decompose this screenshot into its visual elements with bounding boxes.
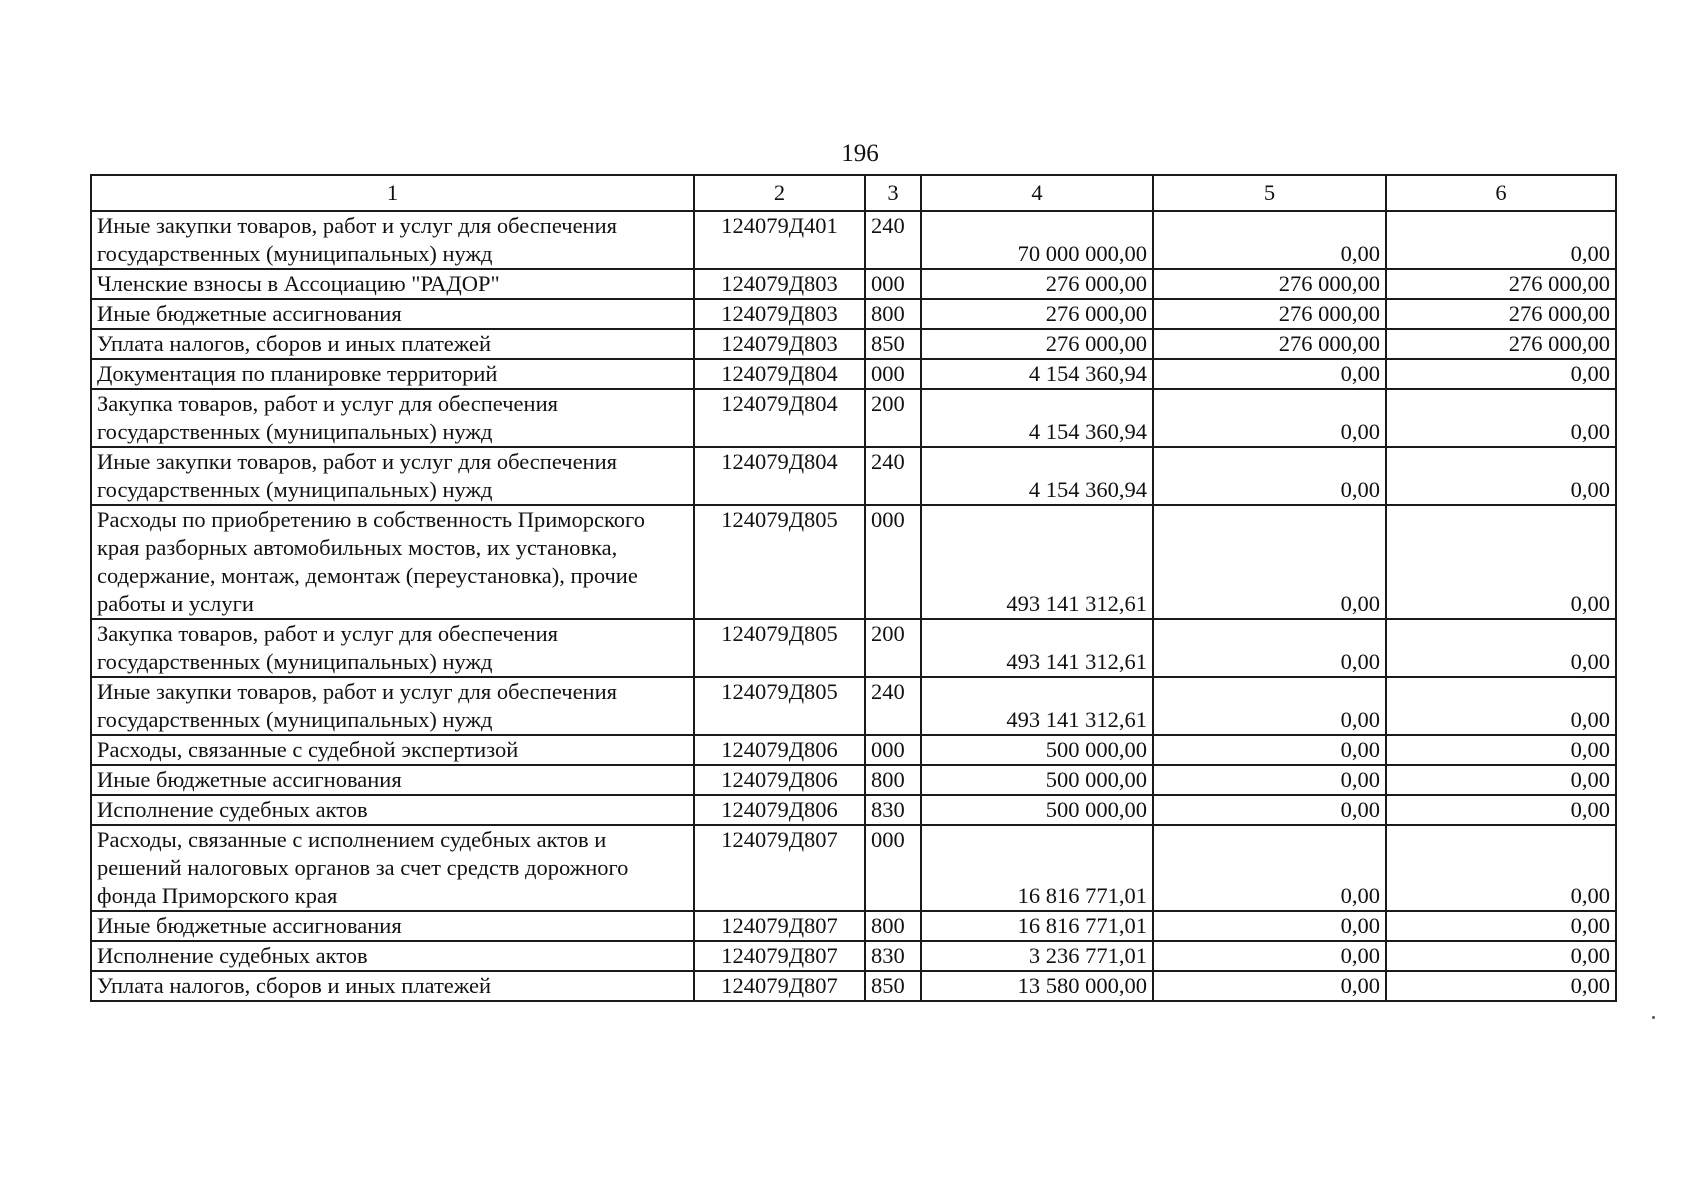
amount-col6-cell: 0,00 <box>1386 795 1616 825</box>
target-code-cell: 124079Д807 <box>694 825 865 911</box>
expense-name-cell: Иные закупки товаров, работ и услуг для обеспечения государственных (муниципальных) нужд <box>91 211 694 269</box>
target-code-cell: 124079Д804 <box>694 447 865 505</box>
amount-col4-cell: 4 154 360,94 <box>921 447 1153 505</box>
expense-name-cell: Уплата налогов, сборов и иных платежей <box>91 971 694 1001</box>
amount-col4-cell: 16 816 771,01 <box>921 911 1153 941</box>
amount-col5-cell: 0,00 <box>1153 359 1386 389</box>
amount-col4-cell: 276 000,00 <box>921 269 1153 299</box>
amount-col6-cell: 0,00 <box>1386 677 1616 735</box>
expense-kind-cell: 000 <box>865 505 921 619</box>
amount-col4-cell: 276 000,00 <box>921 299 1153 329</box>
amount-col4-cell: 4 154 360,94 <box>921 389 1153 447</box>
amount-col6-cell: 0,00 <box>1386 359 1616 389</box>
amount-col6-cell: 0,00 <box>1386 911 1616 941</box>
amount-col5-cell: 0,00 <box>1153 619 1386 677</box>
expense-kind-cell: 000 <box>865 269 921 299</box>
amount-col5-cell: 276 000,00 <box>1153 329 1386 359</box>
amount-col5-cell: 0,00 <box>1153 735 1386 765</box>
expense-kind-cell: 240 <box>865 447 921 505</box>
target-code-cell: 124079Д804 <box>694 359 865 389</box>
target-code-cell: 124079Д807 <box>694 971 865 1001</box>
expense-kind-cell: 830 <box>865 941 921 971</box>
expense-name-cell: Исполнение судебных актов <box>91 795 694 825</box>
table-row <box>91 825 1616 911</box>
amount-col6-cell: 0,00 <box>1386 211 1616 269</box>
target-code-cell: 124079Д805 <box>694 619 865 677</box>
amount-col6-cell: 276 000,00 <box>1386 329 1616 359</box>
amount-col5-cell: 0,00 <box>1153 911 1386 941</box>
expense-kind-cell: 000 <box>865 825 921 911</box>
column-header: 4 <box>921 175 1153 211</box>
budget-table <box>90 174 1617 1002</box>
target-code-cell: 124079Д805 <box>694 505 865 619</box>
amount-col5-cell: 0,00 <box>1153 505 1386 619</box>
target-code-cell: 124079Д804 <box>694 389 865 447</box>
table-row <box>91 329 1616 359</box>
table-row <box>91 359 1616 389</box>
expense-name-cell: Иные бюджетные ассигнования <box>91 299 694 329</box>
table-row <box>91 941 1616 971</box>
table-row <box>91 735 1616 765</box>
amount-col4-cell: 493 141 312,61 <box>921 505 1153 619</box>
expense-kind-cell: 800 <box>865 911 921 941</box>
column-header: 6 <box>1386 175 1616 211</box>
expense-kind-cell: 000 <box>865 735 921 765</box>
amount-col4-cell: 500 000,00 <box>921 735 1153 765</box>
target-code-cell: 124079Д807 <box>694 911 865 941</box>
table-row <box>91 911 1616 941</box>
amount-col5-cell: 0,00 <box>1153 765 1386 795</box>
column-header: 1 <box>91 175 694 211</box>
expense-name-cell: Членские взносы в Ассоциацию "РАДОР" <box>91 269 694 299</box>
expense-name-cell: Исполнение судебных актов <box>91 941 694 971</box>
amount-col6-cell: 0,00 <box>1386 765 1616 795</box>
amount-col6-cell: 0,00 <box>1386 389 1616 447</box>
amount-col4-cell: 70 000 000,00 <box>921 211 1153 269</box>
expense-name-cell: Иные бюджетные ассигнования <box>91 911 694 941</box>
column-header: 3 <box>865 175 921 211</box>
amount-col4-cell: 4 154 360,94 <box>921 359 1153 389</box>
target-code-cell: 124079Д806 <box>694 795 865 825</box>
amount-col6-cell: 276 000,00 <box>1386 269 1616 299</box>
expense-name-cell: Расходы, связанные с исполнением судебных актов и решений налоговых органов за счет средств дорожного фонда Приморского края <box>91 825 694 911</box>
amount-col6-cell: 0,00 <box>1386 735 1616 765</box>
amount-col6-cell: 0,00 <box>1386 505 1616 619</box>
expense-kind-cell: 000 <box>865 359 921 389</box>
amount-col5-cell: 0,00 <box>1153 795 1386 825</box>
amount-col4-cell: 16 816 771,01 <box>921 825 1153 911</box>
amount-col5-cell: 0,00 <box>1153 825 1386 911</box>
page-number: 196 <box>841 140 879 167</box>
amount-col4-cell: 500 000,00 <box>921 795 1153 825</box>
expense-name-cell: Расходы по приобретению в собственность Приморского края разборных автомобильных мостов, их установка, содержание, монтаж, демонтаж (переустановка), прочие работы и услуги <box>91 505 694 619</box>
expense-kind-cell: 240 <box>865 677 921 735</box>
amount-col5-cell: 0,00 <box>1153 677 1386 735</box>
amount-col4-cell: 276 000,00 <box>921 329 1153 359</box>
table-row <box>91 971 1616 1001</box>
expense-name-cell: Документация по планировке территорий <box>91 359 694 389</box>
target-code-cell: 124079Д805 <box>694 677 865 735</box>
table-row <box>91 211 1616 269</box>
amount-col5-cell: 0,00 <box>1153 389 1386 447</box>
amount-col6-cell: 0,00 <box>1386 971 1616 1001</box>
target-code-cell: 124079Д806 <box>694 765 865 795</box>
expense-kind-cell: 240 <box>865 211 921 269</box>
amount-col6-cell: 0,00 <box>1386 825 1616 911</box>
table-row <box>91 795 1616 825</box>
amount-col4-cell: 493 141 312,61 <box>921 677 1153 735</box>
table-row <box>91 389 1616 447</box>
amount-col6-cell: 0,00 <box>1386 619 1616 677</box>
amount-col5-cell: 276 000,00 <box>1153 269 1386 299</box>
table-row <box>91 505 1616 619</box>
table-row <box>91 447 1616 505</box>
expense-name-cell: Закупка товаров, работ и услуг для обеспечения государственных (муниципальных) нужд <box>91 389 694 447</box>
amount-col5-cell: 0,00 <box>1153 447 1386 505</box>
expense-kind-cell: 800 <box>865 765 921 795</box>
target-code-cell: 124079Д803 <box>694 299 865 329</box>
expense-kind-cell: 850 <box>865 971 921 1001</box>
expense-kind-cell: 200 <box>865 389 921 447</box>
amount-col5-cell: 276 000,00 <box>1153 299 1386 329</box>
amount-col4-cell: 13 580 000,00 <box>921 971 1153 1001</box>
target-code-cell: 124079Д401 <box>694 211 865 269</box>
header-row <box>91 175 1616 211</box>
table-row <box>91 677 1616 735</box>
table-row <box>91 619 1616 677</box>
amount-col6-cell: 0,00 <box>1386 447 1616 505</box>
expense-kind-cell: 850 <box>865 329 921 359</box>
amount-col5-cell: 0,00 <box>1153 941 1386 971</box>
table-row <box>91 269 1616 299</box>
expense-name-cell: Уплата налогов, сборов и иных платежей <box>91 329 694 359</box>
table-row <box>91 299 1616 329</box>
amount-col6-cell: 0,00 <box>1386 941 1616 971</box>
expense-name-cell: Закупка товаров, работ и услуг для обеспечения государственных (муниципальных) нужд <box>91 619 694 677</box>
amount-col4-cell: 500 000,00 <box>921 765 1153 795</box>
expense-kind-cell: 830 <box>865 795 921 825</box>
expense-kind-cell: 200 <box>865 619 921 677</box>
amount-col4-cell: 493 141 312,61 <box>921 619 1153 677</box>
column-header: 5 <box>1153 175 1386 211</box>
column-header: 2 <box>694 175 865 211</box>
target-code-cell: 124079Д807 <box>694 941 865 971</box>
expense-name-cell: Расходы, связанные с судебной экспертизой <box>91 735 694 765</box>
amount-col4-cell: 3 236 771,01 <box>921 941 1153 971</box>
target-code-cell: 124079Д803 <box>694 269 865 299</box>
table-row <box>91 765 1616 795</box>
amount-col6-cell: 276 000,00 <box>1386 299 1616 329</box>
expense-name-cell: Иные бюджетные ассигнования <box>91 765 694 795</box>
expense-name-cell: Иные закупки товаров, работ и услуг для обеспечения государственных (муниципальных) нужд <box>91 447 694 505</box>
target-code-cell: 124079Д806 <box>694 735 865 765</box>
scan-speck <box>1652 1016 1655 1019</box>
amount-col5-cell: 0,00 <box>1153 971 1386 1001</box>
amount-col5-cell: 0,00 <box>1153 211 1386 269</box>
expense-name-cell: Иные закупки товаров, работ и услуг для обеспечения государственных (муниципальных) нужд <box>91 677 694 735</box>
target-code-cell: 124079Д803 <box>694 329 865 359</box>
expense-kind-cell: 800 <box>865 299 921 329</box>
